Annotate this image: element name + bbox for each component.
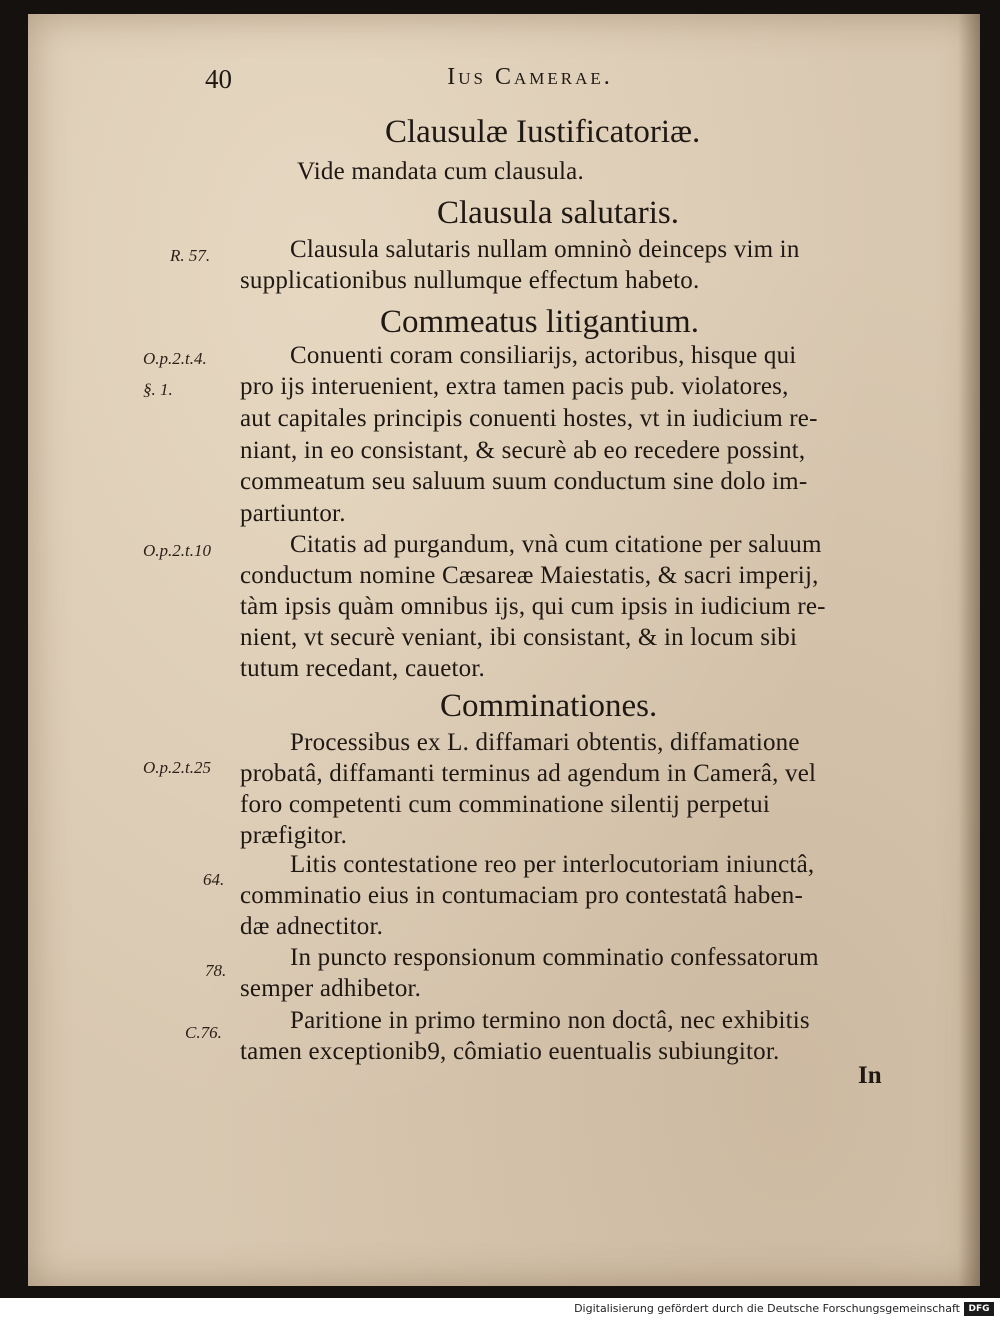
margin-note: 64. [203,870,225,889]
text-line: foro competenti cum comminatione silentij perpetui [240,791,770,818]
text-line: tamen exceptionib9, cômiatio euentualis subiungitor. [240,1038,780,1065]
margin-note: O.p.2.t.25 [143,758,211,777]
text-line: Vide mandata cum clausula. [297,158,584,185]
footer-credit-text: Digitalisierung gefördert durch die Deutsche Forschungsgemeinschaft [574,1302,960,1315]
margin-note: R. 57. [170,246,211,265]
text-line: semper adhibetor. [240,975,422,1002]
section-heading: Comminationes. [440,688,658,724]
text-line: Conuenti coram consiliarijs, actoribus, hisque qui [290,342,797,369]
text-line: tàm ipsis quàm omnibus ijs, qui cum ipsis in iudicium re- [240,593,826,620]
margin-note: §. 1. [143,380,173,399]
catchword: In [858,1062,882,1089]
text-line: conductum nomine Cæsareæ Maiestatis, & sacri imperij, [240,562,819,589]
text-line: dæ adnectitor. [240,913,384,940]
text-line: tutum recedant, cauetor. [240,655,485,682]
text-line: præfigitor. [240,822,348,849]
text-line: commeatum seu saluum suum conductum sine dolo im- [240,468,808,495]
text-line: nient, vt securè veniant, ibi consistant, & in locum sibi [240,624,798,651]
text-line: Processibus ex L. diffamari obtentis, diffamatione [290,729,800,756]
text-line: Litis contestatione reo per interlocutoriam iniunctâ, [290,851,815,878]
text-line: Citatis ad purgandum, vnà cum citatione per saluum [290,531,822,558]
section-heading: Clausulæ Iustificatoriæ. [385,114,701,150]
page-edge-shadow [958,14,980,1286]
footer-credit-bar [0,1298,1000,1321]
page-number: 40 [205,64,232,94]
margin-note: O.p.2.t.10 [143,541,211,560]
text-line: niant, in eo consistant, & securè ab eo recedere possint, [240,437,806,464]
margin-note: C.76. [185,1023,222,1042]
text-line: supplicationibus nullumque effectum habeto. [240,267,700,294]
margin-note: 78. [205,961,227,980]
text-line: Paritione in primo termino non doctâ, nec exhibitis [290,1007,810,1034]
section-heading: Commeatus litigantium. [380,304,699,340]
text-line: comminatio eius in contumaciam pro contestatâ haben- [240,882,803,909]
dfg-logo: DFG [964,1302,994,1316]
text-line: In puncto responsionum comminatio confessatorum [290,944,819,971]
text-line: Clausula salutaris nullam omninò deinceps vim in [290,236,800,263]
margin-note: O.p.2.t.4. [143,349,207,368]
running-title: Ius Camerae. [447,64,613,90]
text-line: aut capitales principis conuenti hostes, vt in iudicium re- [240,405,818,432]
text-line: pro ijs interuenient, extra tamen pacis pub. violatores, [240,373,789,400]
running-head [205,64,855,96]
text-line: probatâ, diffamanti terminus ad agendum in Camerâ, vel [240,760,817,787]
text-line: partiuntor. [240,500,346,527]
section-heading: Clausula salutaris. [437,195,679,231]
